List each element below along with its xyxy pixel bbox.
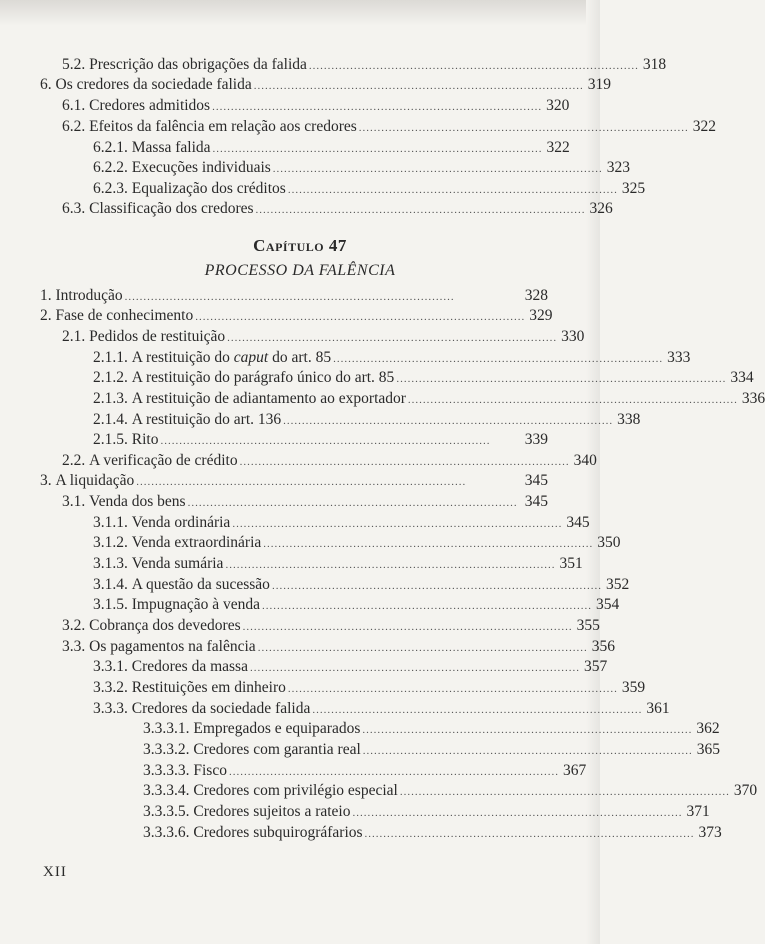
entry-page: 359 [621,679,646,696]
entry-page: 333 [667,349,691,366]
entry-page: 319 [587,76,611,93]
entry-page: 330 [561,328,585,345]
entry-number: 1. [40,287,52,304]
toc-entry [93,595,620,615]
entry-number: 3.1.3. [93,555,128,572]
toc-entry [93,389,765,409]
dot-leader: ........................................................................................ [232,518,563,530]
entry-page: 356 [591,638,615,655]
entry-title: Credores com garantia real [193,741,361,758]
toc-entry [40,471,548,491]
entry-page: 323 [606,159,631,176]
toc-entry [62,492,548,512]
entry-number: 6.2.2. [93,159,128,176]
entry-title: Os credores da sociedade falida [55,76,252,93]
entry-title: Empregados e equiparados [193,720,361,737]
dot-leader: ........................................................................................ [136,476,467,488]
entry-number: 6.3. [62,200,86,217]
dot-leader: ........................................................................................ [253,80,584,92]
toc-entry [62,637,615,657]
entry-number: 3.3.3.1. [143,720,190,737]
page-top-shadow [0,0,600,26]
dot-leader: ........................................................................................ [407,394,738,406]
entry-page: 351 [559,555,583,572]
toc-entry [93,348,691,368]
dot-leader: ........................................................................................ [255,204,586,216]
entry-number: 6. [40,76,52,93]
entry-page: 340 [573,452,597,469]
entry-page: 345 [566,514,590,531]
toc-entry [93,513,590,533]
toc-entry [93,368,754,388]
entry-page: 355 [576,617,600,634]
toc-entry [143,781,758,801]
entry-number: 2.1.3. [93,390,128,407]
entry-title: Efeitos da falência em relação aos credores [89,118,357,135]
toc-entry [62,616,600,636]
entry-number: 3. [40,472,52,489]
chapter-label: Capítulo 47 [253,236,347,255]
entry-title: Cobrança dos devedores [89,617,241,634]
entry-number: 6.2.1. [93,139,128,156]
dot-leader: ........................................................................................ [362,745,693,757]
entry-title: A restituição do parágrafo único do art. 85 [131,369,395,386]
entry-title: Execuções individuais [131,159,271,176]
entry-page: 336 [741,390,765,407]
toc-entry [40,75,611,95]
entry-title: Venda sumária [131,555,224,572]
toc-entry [143,802,710,822]
entry-number: 3.1.4. [93,576,128,593]
entry-title: Restituições em dinheiro [131,679,286,696]
entry-title: A restituição de adiantamento ao exportador [131,390,406,407]
toc-entry [93,575,630,595]
entry-title: A liquidação [55,472,135,489]
entry-number: 3.3.3.5. [143,803,190,820]
toc-entry [93,678,646,698]
entry-number: 6.2.3. [93,180,128,197]
entry-title: Classificação dos credores [89,200,254,217]
dot-leader: ........................................................................................ [358,122,689,134]
entry-number: 3.3.3.2. [143,741,190,758]
dot-leader: ........................................................................................ [272,163,603,175]
entry-number: 3.1. [62,493,86,510]
entry-page: 357 [583,658,608,675]
entry-title: Credores sujeitos a rateio [193,803,351,820]
page-folio: XII [43,864,67,880]
dot-leader: ........................................................................................ [308,60,639,72]
toc-entry [62,199,613,219]
entry-page: 338 [617,411,641,428]
entry-title: Equalização dos créditos [131,180,286,197]
entry-page: 345 [524,472,548,489]
entry-number: 3.3.3.4. [143,782,190,799]
dot-leader: ........................................................................................ [263,538,594,550]
entry-page: 367 [562,762,587,779]
entry-number: 3.3.2. [93,679,128,696]
chapter-title: PROCESSO DA FALÊNCIA [204,262,396,279]
dot-leader: ........................................................................................ [124,291,455,303]
dot-leader: ........................................................................................ [227,332,558,344]
entry-page: 365 [696,741,721,758]
entry-title: Fase de conhecimento [55,307,194,324]
toc-entry [93,158,631,178]
entry-number: 3.2. [62,617,86,634]
entry-title: Credores da sociedade falida [131,700,311,717]
entry-page: 339 [524,431,548,448]
entry-title: Impugnação à venda [131,596,260,613]
entry-page: 345 [524,493,548,510]
toc-entry [143,761,587,781]
entry-title: Massa falida [131,139,211,156]
toc-entry [93,554,583,574]
toc-entry [143,823,722,843]
entry-page: 325 [621,180,646,197]
dot-leader: ........................................................................................ [257,642,588,654]
entry-title: Venda extraordinária [131,534,262,551]
dot-leader: ........................................................................................ [212,143,543,155]
dot-leader: ........................................................................................ [312,704,643,716]
entry-number: 6.2. [62,118,86,135]
toc-entry [62,451,597,471]
toc-entry [62,327,585,347]
entry-page: 352 [605,576,630,593]
entry-page: 322 [546,139,570,156]
dot-leader: ........................................................................................ [283,415,614,427]
dot-leader: ........................................................................................ [228,766,559,778]
dot-leader: ........................................................................................ [262,600,592,612]
dot-leader: ........................................................................................ [239,456,570,468]
dot-leader: ........................................................................................ [212,101,543,113]
dot-leader: ........................................................................................ [352,807,683,819]
entry-title: Pedidos de restituição [89,328,226,345]
entry-title: Credores subquirográfarios [193,824,363,841]
dot-leader: ........................................................................................ [187,497,518,509]
entry-number: 3.3.1. [93,658,128,675]
entry-title: Credores da massa [131,658,248,675]
entry-number: 2.1.4. [93,411,128,428]
entry-title: A restituição do caput do art. 85 [131,349,332,366]
entry-title: Credores com privilégio especial [193,782,398,799]
dot-leader: ........................................................................................ [271,580,602,592]
entry-title: Prescrição das obrigações da falida [89,56,307,73]
dot-leader: ........................................................................................ [399,786,730,798]
entry-number: 6.1. [62,97,86,114]
entry-number: 3.1.1. [93,514,128,531]
dot-leader: ........................................................................................ [287,184,618,196]
toc-entry [93,533,621,553]
entry-number: 2.1.5. [93,431,128,448]
dot-leader: ........................................................................................ [242,621,573,633]
entry-number: 3.3.3.6. [143,824,190,841]
entry-page: 373 [698,824,722,841]
toc-entry [40,286,548,306]
toc-entry [93,657,608,677]
entry-page: 361 [646,700,670,717]
entry-title: Os pagamentos na falência [89,638,256,655]
entry-number: 3.3.3.3. [143,762,190,779]
entry-page: 370 [733,782,758,799]
entry-title: Venda ordinária [131,514,231,531]
toc-entry [93,179,646,199]
toc-entry [143,719,720,739]
entry-number: 3.1.5. [93,596,128,613]
dot-leader: ........................................................................................ [160,435,491,447]
entry-page: 320 [546,97,570,114]
dot-leader: ........................................................................................ [333,353,664,365]
entry-number: 3.1.2. [93,534,128,551]
entry-number: 5.2. [62,56,86,73]
entry-page: 371 [686,803,710,820]
entry-title: Introdução [55,287,123,304]
entry-page: 322 [692,118,717,135]
toc-entry [93,138,570,158]
entry-page: 334 [730,369,754,386]
entry-page: 326 [589,200,613,217]
toc-entry [93,430,548,450]
entry-title: A verificação de crédito [89,452,238,469]
entry-number: 3.3.3. [93,700,128,717]
entry-number: 2.1.1. [93,349,128,366]
entry-page: 354 [596,596,620,613]
entry-title: A questão da sucessão [131,576,270,593]
entry-number: 2.2. [62,452,86,469]
dot-leader: ........................................................................................ [364,828,695,840]
dot-leader: ........................................................................................ [225,559,556,571]
entry-title: Fisco [193,762,227,779]
dot-leader: ........................................................................................ [287,683,618,695]
toc-entry [93,699,670,719]
dot-leader: ........................................................................................ [396,373,727,385]
entry-title: Venda dos bens [89,493,186,510]
entry-number: 2.1. [62,328,86,345]
entry-page: 362 [696,720,720,737]
entry-title: A restituição do art. 136 [131,411,282,428]
entry-page: 329 [529,307,553,324]
entry-title: Credores admitidos [89,97,211,114]
entry-number: 3.3. [62,638,86,655]
dot-leader: ........................................................................................ [195,311,526,323]
entry-number: 2.1.2. [93,369,128,386]
entry-page: 350 [597,534,621,551]
toc-entry [62,117,717,137]
entry-page: 318 [642,56,667,73]
toc-entry [93,410,641,430]
toc-entry [143,740,721,760]
dot-leader: ........................................................................................ [249,662,580,674]
entry-number: 2. [40,307,52,324]
entry-title: Rito [131,431,159,448]
dot-leader: ........................................................................................ [362,724,693,736]
toc-entry [40,306,553,326]
entry-page: 328 [524,287,548,304]
toc-entry [62,96,570,116]
toc-entry [62,55,667,75]
